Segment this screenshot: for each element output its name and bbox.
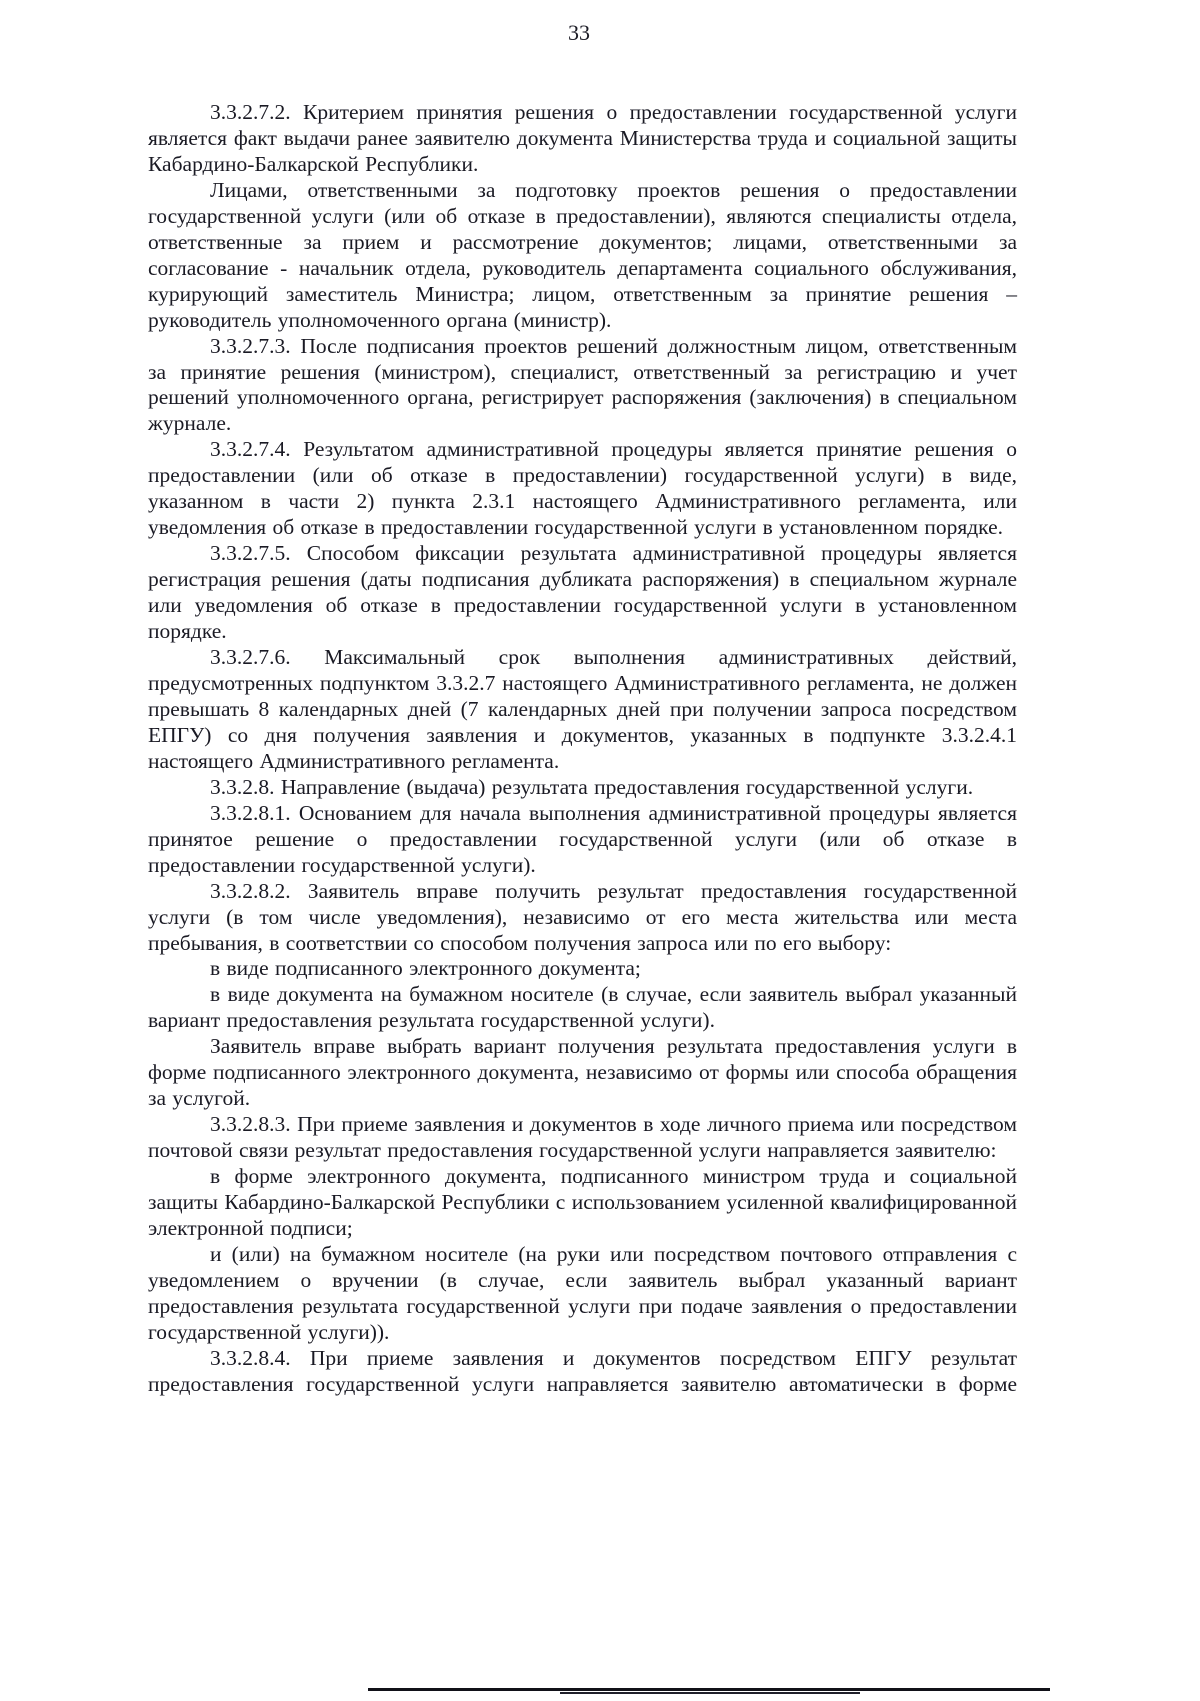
paragraph: 3.3.2.7.4. Результатом административной процедуры является принятие решения о предоставлении (или об отказе в предоставлении) государственной услуги) в виде, указанном в части 2) пункта 2.3.1 настоящего Административного регламента, или уведомления об отказе в предоставлении государственной услуги в установленном порядке. bbox=[148, 437, 1017, 540]
paragraph: и (или) на бумажном носителе (на руки или посредством почтового отправления с уведомлением о вручении (в случае, если заявитель выбрал указанный вариант предоставления результата государственной услуги при подаче заявления о предоставлении государственной услуги)). bbox=[148, 1241, 1017, 1344]
bottom-rule bbox=[368, 1688, 1050, 1691]
paragraph: 3.3.2.7.5. Способом фиксации результата административной процедуры является регистрация решения (даты подписания дубликата распоряжения) в специальном журнале или уведомления об отказе в предоставлении государственной услуги в установленном порядке. bbox=[148, 541, 1017, 644]
paragraph: 3.3.2.8. Направление (выдача) результата предоставления государственной услуги. bbox=[210, 774, 974, 799]
paragraph: 3.3.2.8.4. При приеме заявления и документов посредством ЕПГУ результат предоставления государственной услуги направляется заявителю автоматически в форме bbox=[148, 1345, 1017, 1396]
paragraph: 3.3.2.7.3. После подписания проектов решений должностным лицом, ответственным за принятие решения (министром), специалист, ответственный за регистрацию и учет решений уполномоченного органа, регистрирует распоряжения (заключения) в специальном журнале. bbox=[148, 333, 1017, 436]
paragraph: 3.3.2.8.1. Основанием для начала выполнения административной процедуры является принятое решение о предоставлении государственной услуги (или об отказе в предоставлении государственной услуги). bbox=[148, 800, 1017, 877]
page-number: 33 bbox=[568, 20, 590, 45]
paragraph: Лицами, ответственными за подготовку проектов решения о предоставлении государственной услуги (или об отказе в предоставлении), являются специалисты отдела, ответственные за прием и рассмотрение документов; лицами, ответственными за согласование - начальник отдела, руководитель департамента социального обслуживания, курирующий заместитель Министра; лицом, ответственным за принятие решения – руководитель уполномоченного органа (министр). bbox=[148, 177, 1017, 332]
paragraph: Заявитель вправе выбрать вариант получения результата предоставления услуги в форме подписанного электронного документа, независимо от формы или способа обращения за услугой. bbox=[148, 1034, 1017, 1111]
paragraph: 3.3.2.8.2. Заявитель вправе получить результат предоставления государственной услуги (в том числе уведомления), независимо от его места жительства или места пребывания, в соответствии со способом получения запроса или по его выбору: bbox=[148, 878, 1017, 955]
paragraph: 3.3.2.7.6. Максимальный срок выполнения административных действий, предусмотренных подпунктом 3.3.2.7 настоящего Административного регламента, не должен превышать 8 календарных дней (7 календарных дней при получении запроса посредством ЕПГУ) со дня получения заявления и документов, указанных в подпункте 3.3.2.4.1 настоящего Административного регламента. bbox=[148, 645, 1017, 773]
bottom-rule-secondary bbox=[560, 1692, 860, 1694]
paragraph: в форме электронного документа, подписанного министром труда и социальной защиты Кабардино-Балкарской Республики с использованием усиленной квалифицированной электронной подписи; bbox=[148, 1164, 1017, 1240]
paragraph: в виде подписанного электронного документа; bbox=[210, 956, 641, 981]
document-body bbox=[148, 100, 1017, 1398]
paragraph: 3.3.2.7.2. Критерием принятия решения о предоставлении государственной услуги является факт выдачи ранее заявителю документа Министерства труда и социальной защиты Кабардино-Балкарской Республики. bbox=[148, 100, 1017, 176]
paragraph: 3.3.2.8.3. При приеме заявления и документов в ходе личного приема или посредством почтовой связи результат предоставления государственной услуги направляется заявителю: bbox=[148, 1112, 1017, 1163]
paragraph: в виде документа на бумажном носителе (в случае, если заявитель выбрал указанный вариант предоставления результата государственной услуги). bbox=[148, 982, 1017, 1033]
